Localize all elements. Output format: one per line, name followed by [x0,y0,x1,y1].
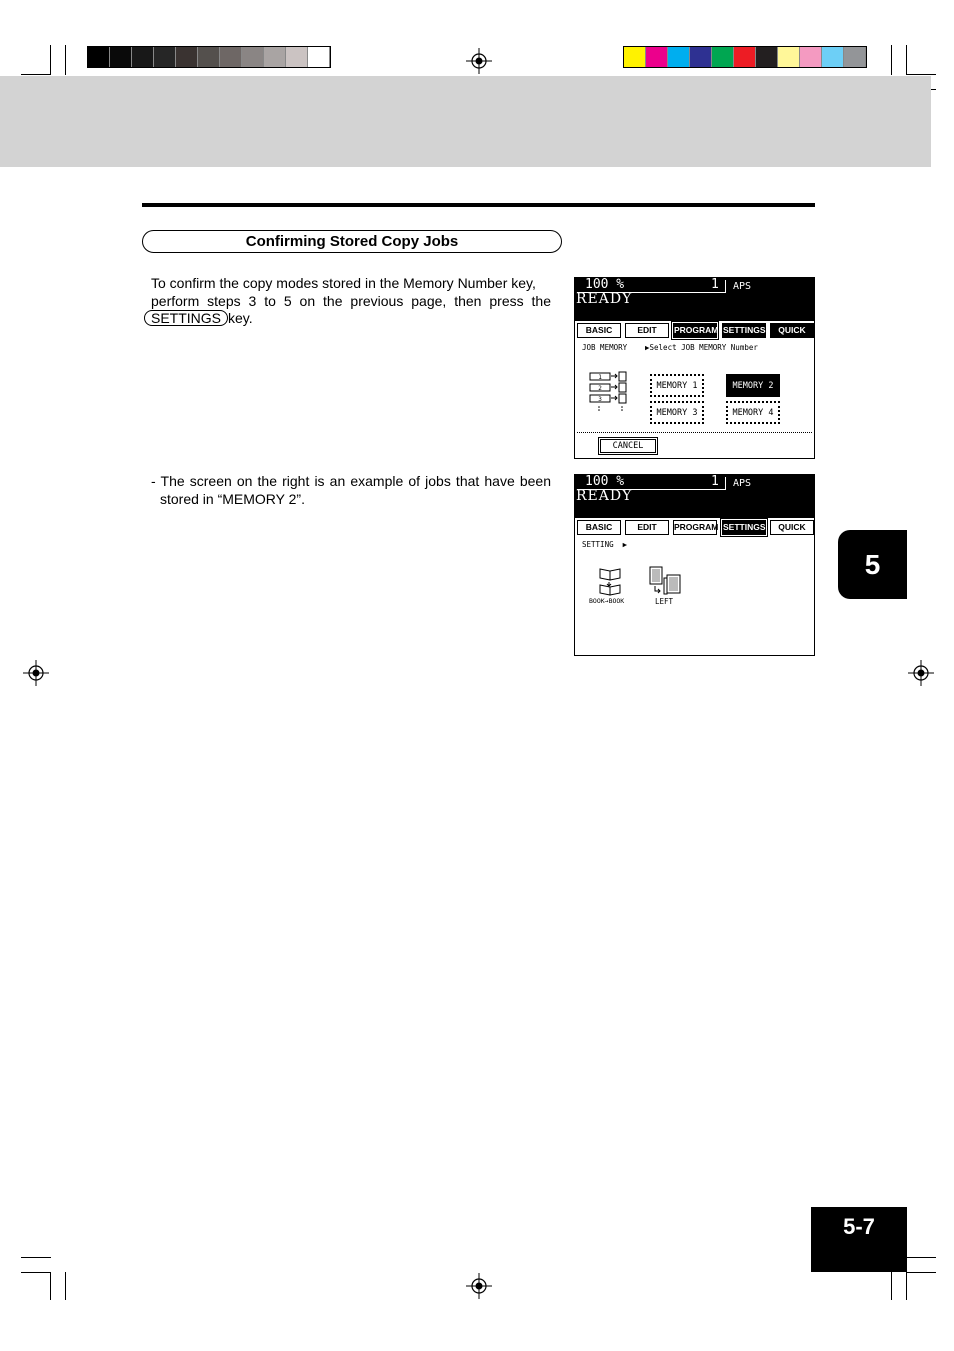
crop-mark [891,1272,892,1300]
color-swatch [822,47,844,67]
copier-screen-job-memory [574,277,815,459]
tab-bar [575,321,814,340]
screen-body [575,340,814,458]
zoom-readout: 100 % [585,474,625,489]
status-text: READY [576,488,633,504]
crop-mark [906,45,907,75]
paragraph-confirm [151,275,551,328]
color-swatch [624,47,646,67]
crop-mark [906,74,936,75]
crop-mark [50,45,51,75]
color-swatch [844,47,866,67]
color-swatch [110,47,132,67]
zoom-readout: 100 % [585,277,625,292]
aps-indicator: APS [733,281,752,292]
color-swatch [308,47,330,67]
book-to-book-label: BOOK→BOOK [589,597,625,605]
color-swatch [756,47,778,67]
header-band [0,76,931,167]
divider [577,432,812,433]
color-swatch [690,47,712,67]
screen-instruction: ▶Select JOB MEMORY Number [645,343,758,352]
tab-basic[interactable]: BASIC [577,520,621,535]
registration-mark-icon [466,48,492,74]
crop-mark [21,74,51,75]
tab-settings[interactable]: SETTINGS [722,520,766,535]
duplex-left-icon [647,565,687,597]
registration-mark-icon [908,660,934,686]
tab-settings[interactable]: SETTINGS [722,323,766,338]
crop-mark [891,45,892,75]
registration-mark-icon [466,1273,492,1299]
section-title: Confirming Stored Copy Jobs [142,230,562,253]
list-number: 1 [598,374,602,381]
paragraph-line: stored in “MEMORY 2”. [160,490,305,507]
paragraph-line [144,310,551,328]
color-swatch [198,47,220,67]
crop-mark [906,1272,907,1300]
color-swatch [668,47,690,67]
screen-heading-text: SETTING [582,540,614,549]
crop-mark [65,45,66,75]
chapter-tab: 5 [838,530,907,599]
cancel-button[interactable]: CANCEL [600,439,656,453]
color-swatch [242,47,264,67]
copy-count: 1 [711,277,719,292]
crop-mark [21,1257,51,1258]
memory-list-icon [588,370,630,414]
color-swatch [154,47,176,67]
paragraph-line: - The screen on the right is an example of jobs that have been [151,473,551,489]
crop-mark [65,1272,66,1300]
tab-edit[interactable]: EDIT [625,520,669,535]
color-swatch [176,47,198,67]
tab-bar [575,518,814,537]
color-swatch [712,47,734,67]
tab-program[interactable]: PROGRAM [673,520,717,535]
color-swatch [286,47,308,67]
paragraph-line: perform steps 3 to 5 on the previous page, then press the [151,292,551,309]
color-swatch [132,47,154,67]
tab-quick[interactable]: QUICK [770,323,814,338]
color-swatch [778,47,800,67]
tab-basic[interactable]: BASIC [577,323,621,338]
paragraph-example [151,473,551,508]
grayscale-swatch-strip [87,46,331,68]
screen-body [575,537,814,655]
memory-3-button[interactable]: MEMORY 3 [650,401,704,424]
paragraph-text: key. [228,310,253,326]
screen-heading: SETTING ▶ [582,540,628,549]
memory-1-button[interactable]: MEMORY 1 [650,374,704,397]
color-swatch-strip [623,46,867,68]
color-swatch [88,47,110,67]
list-number: 2 [598,385,602,392]
status-bar [575,278,814,321]
color-swatch [264,47,286,67]
screen-heading: JOB MEMORY [582,343,628,352]
copier-screen-settings [574,474,815,656]
tab-edit[interactable]: EDIT [625,323,669,338]
color-swatch [220,47,242,67]
settings-key-label: SETTINGS [144,310,228,326]
crop-mark [906,1257,936,1258]
color-swatch [734,47,756,67]
color-swatch [800,47,822,67]
status-text: READY [576,291,633,307]
memory-2-button[interactable]: MEMORY 2 [726,374,780,397]
crop-mark [50,1272,51,1300]
crop-mark [906,1272,936,1273]
copy-count: 1 [711,474,719,489]
color-swatch [646,47,668,67]
list-number: 3 [598,396,602,403]
paragraph-line: To confirm the copy modes stored in the Memory Number key, [151,275,536,291]
status-bar [575,475,814,518]
duplex-left-label: LEFT [655,597,674,606]
page-number: 5-7 [811,1207,907,1272]
crop-mark [21,1272,51,1273]
memory-4-button[interactable]: MEMORY 4 [726,401,780,424]
tab-quick[interactable]: QUICK [770,520,814,535]
registration-mark-icon [23,660,49,686]
book-to-book-icon [597,566,625,596]
section-rule [142,203,815,207]
aps-indicator: APS [733,478,752,489]
screen-instruction-text: Select JOB MEMORY Number [649,343,758,352]
tab-program[interactable]: PROGRAM [673,323,717,338]
